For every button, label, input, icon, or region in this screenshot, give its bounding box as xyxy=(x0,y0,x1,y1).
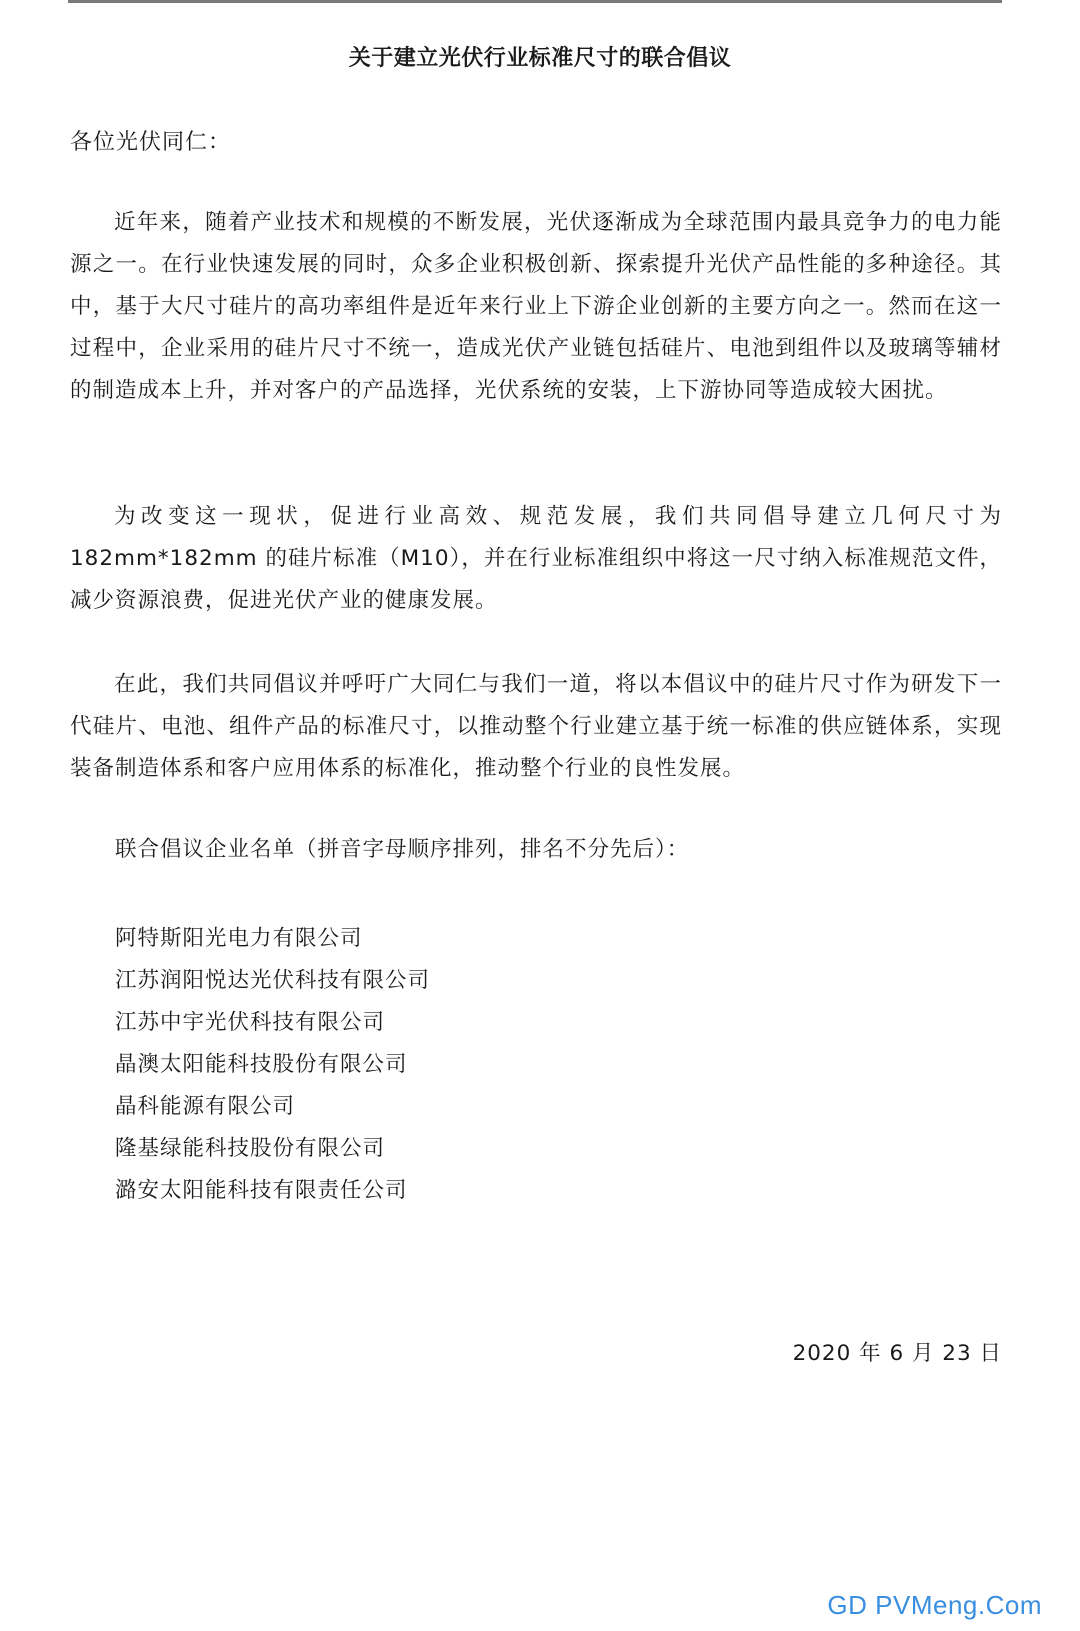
paragraph-1: 近年来，随着产业技术和规模的不断发展，光伏逐渐成为全球范围内最具竞争力的电力能源之一。在行业快速发展的同时，众多企业积极创新、探索提升光伏产品性能的多种途径。其中，基于大尺寸硅片的高功率组件是近年来行业上下游企业创新的主要方向之一。然而在这一过程中，企业采用的硅片尺寸不统一，造成光伏产业链包括硅片、电池到组件以及玻璃等辅材的制造成本上升，并对客户的产品选择，光伏系统的安装，上下游协同等造成较大困扰。 xyxy=(70,210,1002,403)
company-list-heading: 联合倡议企业名单（拼音字母顺序排列，排名不分先后）： xyxy=(115,837,690,862)
paragraph-2: 为改变这一现状，促进行业高效、规范发展，我们共同倡导建立几何尺寸为182mm*182mm 的硅片标准（M10），并在行业标准组织中将这一尺寸纳入标准规范文件，减少资源浪费，促进光伏产业的健康发展。 xyxy=(70,504,1002,613)
company-item: 隆基绿能科技股份有限公司 xyxy=(115,1136,386,1161)
company-item: 晶澳太阳能科技股份有限公司 xyxy=(115,1052,408,1077)
company-list xyxy=(115,918,430,1212)
salutation: 各位光伏同仁： xyxy=(70,130,232,155)
company-item: 江苏中宇光伏科技有限公司 xyxy=(115,1010,386,1035)
document-title: 关于建立光伏行业标准尺寸的联合倡议 xyxy=(348,46,732,71)
top-rule xyxy=(68,0,1002,3)
company-item: 江苏润阳悦达光伏科技有限公司 xyxy=(115,968,431,993)
company-item: 潞安太阳能科技有限责任公司 xyxy=(115,1178,408,1203)
paragraph-3: 在此，我们共同倡议并呼吁广大同仁与我们一道，将以本倡议中的硅片尺寸作为研发下一代硅片、电池、组件产品的标准尺寸，以推动整个行业建立基于统一标准的供应链体系，实现装备制造体系和客户应用体系的标准化，推动整个行业的良性发展。 xyxy=(70,672,1002,781)
document-date: 2020 年 6 月 23 日 xyxy=(792,1341,1002,1366)
company-item: 晶科能源有限公司 xyxy=(115,1094,296,1119)
company-item: 阿特斯阳光电力有限公司 xyxy=(115,926,363,951)
watermark: GD PVMeng.Com xyxy=(827,1590,1042,1620)
